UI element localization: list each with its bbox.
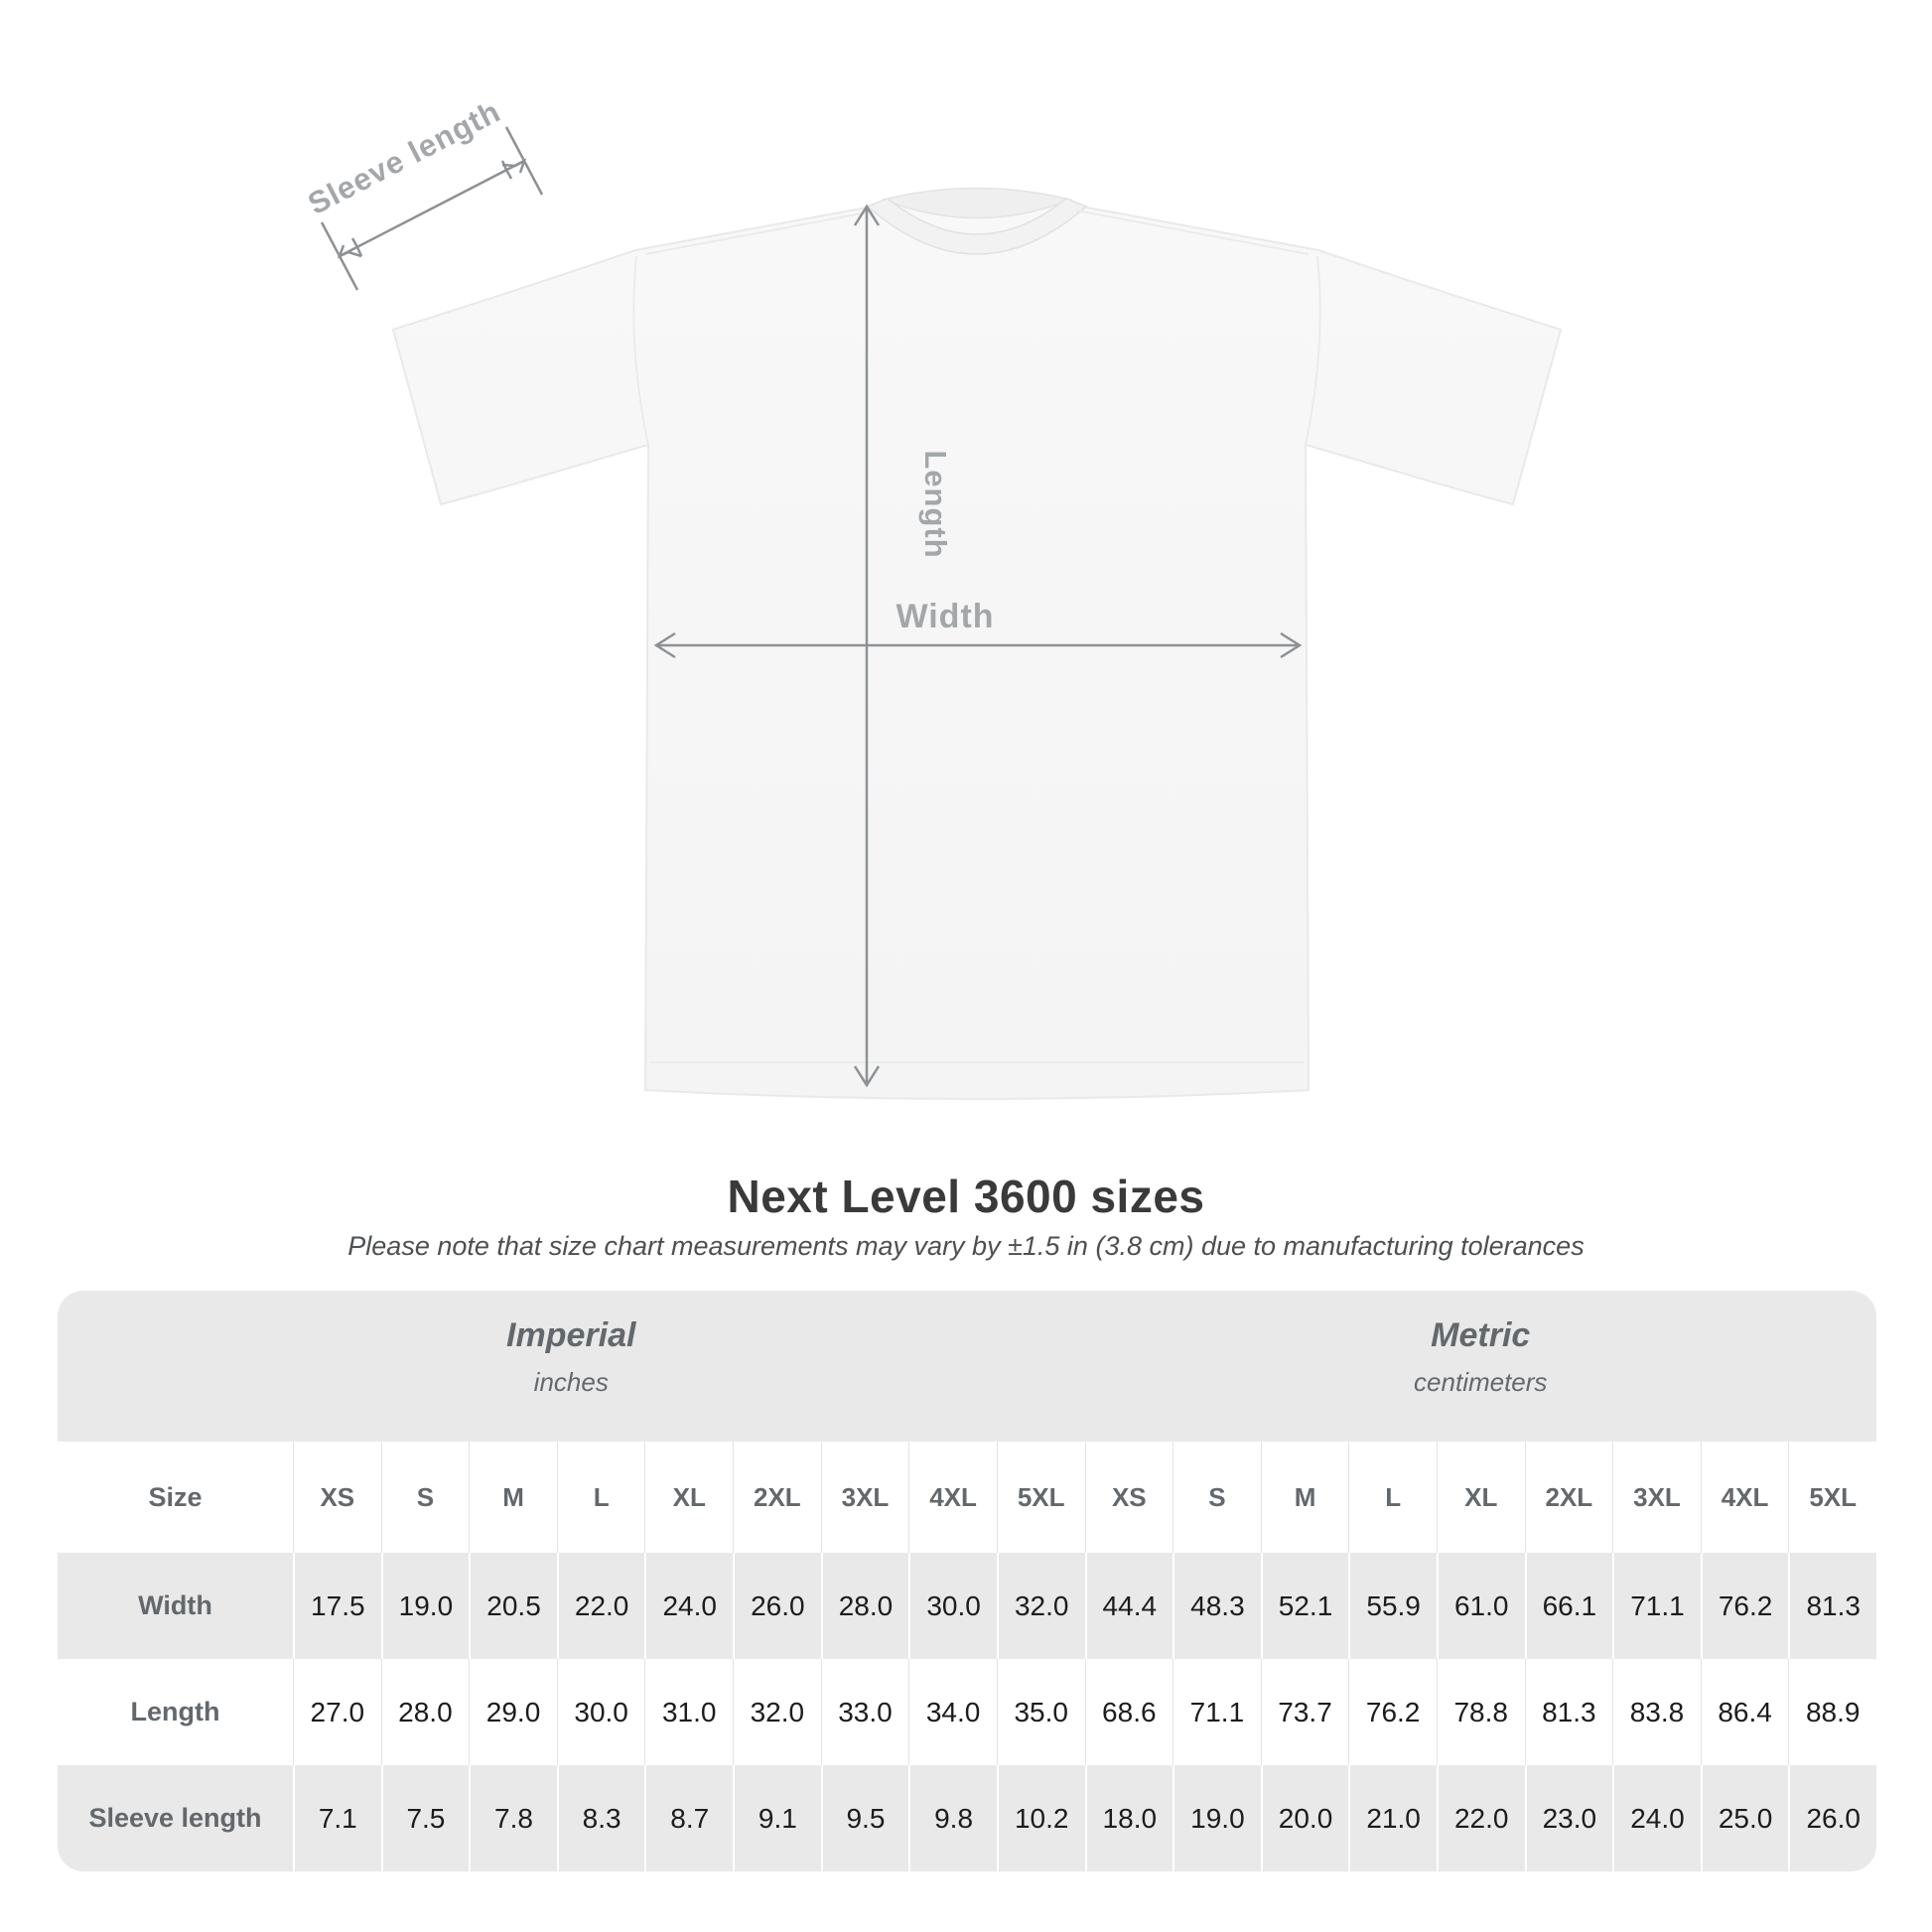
measurement-value: 9.8: [908, 1765, 997, 1871]
measurement-value: 27.0: [293, 1659, 381, 1765]
size-header-metric-5xl: 5XL: [1788, 1442, 1876, 1553]
metric-unit-header: [1085, 1291, 1877, 1442]
measurement-value: 30.0: [908, 1553, 997, 1659]
size-header-imperial-2xl: 2XL: [733, 1442, 821, 1553]
measurement-value: 30.0: [557, 1659, 645, 1765]
page-subtitle: Please note that size chart measurements may vary by ±1.5 in (3.8 cm) due to manufacturing tolerances: [347, 1231, 1585, 1261]
width-label: Width: [896, 598, 995, 635]
measurement-value: 20.0: [1261, 1765, 1349, 1871]
imperial-subtitle: inches: [533, 1367, 609, 1397]
measurement-value: 32.0: [997, 1553, 1085, 1659]
measurement-value: 71.1: [1173, 1659, 1261, 1765]
measurement-value: 18.0: [1085, 1765, 1173, 1871]
size-header-imperial-4xl: 4XL: [908, 1442, 997, 1553]
measurement-value: 71.1: [1612, 1553, 1701, 1659]
measurement-value: 17.5: [293, 1553, 381, 1659]
measurement-value: 35.0: [997, 1659, 1085, 1765]
measurement-value: 55.9: [1348, 1553, 1437, 1659]
measurement-value: 24.0: [1612, 1765, 1701, 1871]
measurement-value: 48.3: [1173, 1553, 1261, 1659]
measurement-value: 7.1: [293, 1765, 381, 1871]
measurement-value: 33.0: [821, 1659, 909, 1765]
measurement-value: 7.8: [469, 1765, 557, 1871]
size-header-label: Size: [148, 1481, 203, 1512]
measurement-value: 9.5: [821, 1765, 909, 1871]
measurement-value: 52.1: [1261, 1553, 1349, 1659]
measurement-value: 9.1: [733, 1765, 821, 1871]
row-label: Width: [138, 1590, 212, 1620]
measurement-value: 81.3: [1525, 1659, 1613, 1765]
measurement-value: 83.8: [1612, 1659, 1701, 1765]
measurement-value: 28.0: [821, 1553, 909, 1659]
table-row-width: [58, 1553, 1876, 1659]
size-table: [58, 1291, 1876, 1871]
measurement-value: 22.0: [1437, 1765, 1525, 1871]
row-label: Length: [130, 1697, 220, 1726]
measurement-value: 61.0: [1437, 1553, 1525, 1659]
measurement-value: 66.1: [1525, 1553, 1613, 1659]
table-row-length: [58, 1659, 1876, 1765]
measurement-value: 29.0: [469, 1659, 557, 1765]
measurement-value: 88.9: [1788, 1659, 1876, 1765]
row-label: Sleeve length: [88, 1803, 262, 1833]
size-header-imperial-xs: XS: [293, 1442, 381, 1553]
measurement-value: 22.0: [557, 1553, 645, 1659]
metric-title: Metric: [1431, 1316, 1531, 1354]
size-header-imperial-5xl: 5XL: [997, 1442, 1085, 1553]
size-header-imperial-l: L: [557, 1442, 645, 1553]
size-header-metric-m: M: [1261, 1442, 1349, 1553]
measurement-value: 86.4: [1701, 1659, 1789, 1765]
page-title: Next Level 3600 sizes: [727, 1171, 1205, 1222]
size-header-imperial-m: M: [469, 1442, 557, 1553]
sleeve-length-label: Sleeve length: [302, 93, 506, 222]
size-header-row: [58, 1442, 1876, 1553]
measurement-value: 73.7: [1261, 1659, 1349, 1765]
imperial-title: Imperial: [506, 1316, 636, 1354]
measurement-value: 10.2: [997, 1765, 1085, 1871]
measurement-value: 32.0: [733, 1659, 821, 1765]
size-header-metric-2xl: 2XL: [1525, 1442, 1613, 1553]
measurement-value: 44.4: [1085, 1553, 1173, 1659]
size-header-metric-3xl: 3XL: [1612, 1442, 1701, 1553]
size-header-metric-l: L: [1348, 1442, 1437, 1553]
measurement-value: 25.0: [1701, 1765, 1789, 1871]
size-header-imperial-s: S: [381, 1442, 470, 1553]
measurement-value: 76.2: [1348, 1659, 1437, 1765]
measurement-value: 8.3: [557, 1765, 645, 1871]
metric-subtitle: centimeters: [1414, 1367, 1548, 1397]
measurement-value: 7.5: [381, 1765, 470, 1871]
measurement-value: 81.3: [1788, 1553, 1876, 1659]
measurement-value: 19.0: [381, 1553, 470, 1659]
unit-header-row: [58, 1291, 1876, 1442]
imperial-unit-header: [58, 1291, 1085, 1442]
measurement-value: 19.0: [1173, 1765, 1261, 1871]
measurement-value: 31.0: [644, 1659, 733, 1765]
table-row-sleeve-length: [58, 1765, 1876, 1871]
measurement-value: 68.6: [1085, 1659, 1173, 1765]
measurement-value: 21.0: [1348, 1765, 1437, 1871]
tshirt-illustration: [393, 189, 1561, 1100]
measurement-value: 78.8: [1437, 1659, 1525, 1765]
measurement-value: 23.0: [1525, 1765, 1613, 1871]
measurement-value: 28.0: [381, 1659, 470, 1765]
measurement-value: 24.0: [644, 1553, 733, 1659]
measurement-value: 34.0: [908, 1659, 997, 1765]
size-header-imperial-3xl: 3XL: [821, 1442, 909, 1553]
size-header-metric-4xl: 4XL: [1701, 1442, 1789, 1553]
measurement-value: 26.0: [1788, 1765, 1876, 1871]
size-header-metric-s: S: [1173, 1442, 1261, 1553]
length-label: Length: [918, 450, 953, 559]
size-header-imperial-xl: XL: [644, 1442, 733, 1553]
size-header-metric-xl: XL: [1437, 1442, 1525, 1553]
measurement-value: 8.7: [644, 1765, 733, 1871]
measurement-value: 20.5: [469, 1553, 557, 1659]
measurement-value: 26.0: [733, 1553, 821, 1659]
measurement-value: 76.2: [1701, 1553, 1789, 1659]
size-header-metric-xs: XS: [1085, 1442, 1173, 1553]
